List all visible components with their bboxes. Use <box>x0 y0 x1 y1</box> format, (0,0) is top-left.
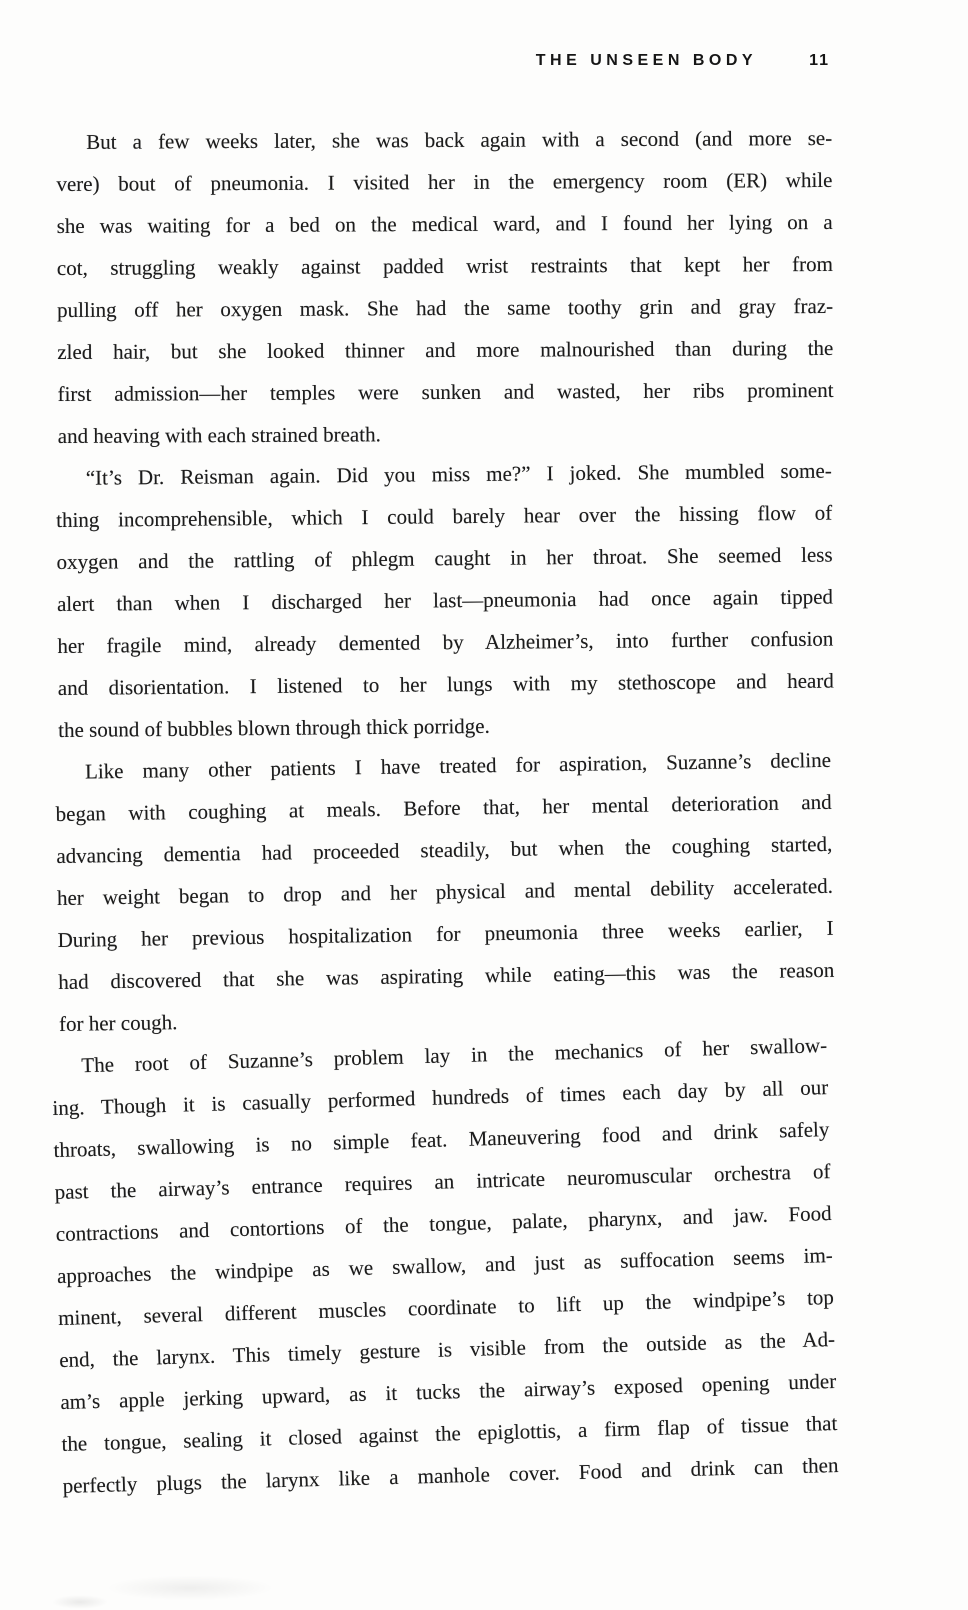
page-body <box>52 121 839 1507</box>
text-line: her fragile mind, already demented by Alzheimer’s, into further confusion <box>57 626 834 658</box>
text-line: alert than when I discharged her last—pneumonia had once again tipped <box>56 584 834 616</box>
text-line: throats, swallowing is no simple feat. Maneuvering food and drink safely <box>53 1117 830 1163</box>
text-line: first admission—her temples were sunken and wasted, her ribs prominent <box>57 377 834 406</box>
text-line: pulling off her oxygen mask. She had the same toothy grin and gray fraz- <box>57 293 834 322</box>
paragraph <box>56 450 835 751</box>
text-line: Like many other patients I have treated for aspiration, Suzanne’s decline <box>84 747 832 784</box>
text-line: perfectly plugs the larynx like a manhole cover. Food and drink can then <box>62 1452 839 1498</box>
text-line: for her cough. <box>58 1010 178 1036</box>
text-line: advancing dementia had proceeded steadily, but when the coughing started, <box>56 831 833 869</box>
text-line: During her previous hospitalization for pneumonia three weeks earlier, I <box>57 915 834 952</box>
text-line: past the airway’s entrance requires an intricate neuromuscular orchestra of <box>54 1159 831 1205</box>
paragraph <box>51 1024 839 1507</box>
text-line: zled hair, but she looked thinner and more malnourished than during the <box>57 335 834 364</box>
text-line: and heaving with each strained breath. <box>57 422 381 448</box>
text-line: But a few weeks later, she was back again with a second (and more se- <box>86 125 833 154</box>
text-line: minent, several different muscles coordinate to lift up the windpipe’s top <box>57 1284 835 1330</box>
text-line: “It’s Dr. Reisman again. Did you miss me?” I joked. She mumbled some- <box>85 458 832 490</box>
running-head-title: THE UNSEEN BODY <box>535 52 758 69</box>
text-line: The root of Suzanne’s problem lay in the mechanics of her swallow- <box>80 1033 828 1078</box>
text-line: am’s apple jerking upward, as it tucks the airway’s exposed opening under <box>60 1368 837 1414</box>
text-line: her weight began to drop and her physical and mental debility accelerated. <box>56 873 834 910</box>
text-line: contractions and contortions of the tongue, palate, pharynx, and jaw. Food <box>55 1201 832 1247</box>
text-line: and disorientation. I listened to her lungs with my stethoscope and heard <box>57 668 834 700</box>
text-line: had discovered that she was aspirating while eating—this was the reason <box>58 957 835 994</box>
text-line: the tongue, sealing it closed against the epiglottis, a firm flap of tissue that <box>61 1410 838 1456</box>
running-head <box>536 52 830 70</box>
text-line: the sound of bubbles blown through thick porridge. <box>58 713 490 742</box>
text-line: end, the larynx. This timely gesture is visible from the outside as the Ad- <box>58 1326 836 1372</box>
text-line: cot, struggling weakly against padded wrist restraints that kept her from <box>56 251 833 281</box>
page-number: 11 <box>809 52 830 69</box>
paragraph <box>56 117 834 457</box>
text-line: she was waiting for a bed on the medical ward, and I found her lying on a <box>56 209 833 239</box>
text-line: thing incomprehensible, which I could barely hear over the hissing flow of <box>56 500 833 533</box>
text-line: ing. Though it is casually performed hundreds of times each day by all our <box>52 1075 829 1121</box>
text-line: oxygen and the rattling of phlegm caught in her throat. She seemed less <box>56 542 833 575</box>
text-line: vere) bout of pneumonia. I visited her in the emergency room (ER) while <box>56 167 833 197</box>
text-line: began with coughing at meals. Before that, her mental deterioration and <box>55 789 832 827</box>
paragraph <box>55 739 836 1045</box>
text-line: approaches the windpipe as we swallow, and just as suffocation seems im- <box>56 1243 834 1288</box>
